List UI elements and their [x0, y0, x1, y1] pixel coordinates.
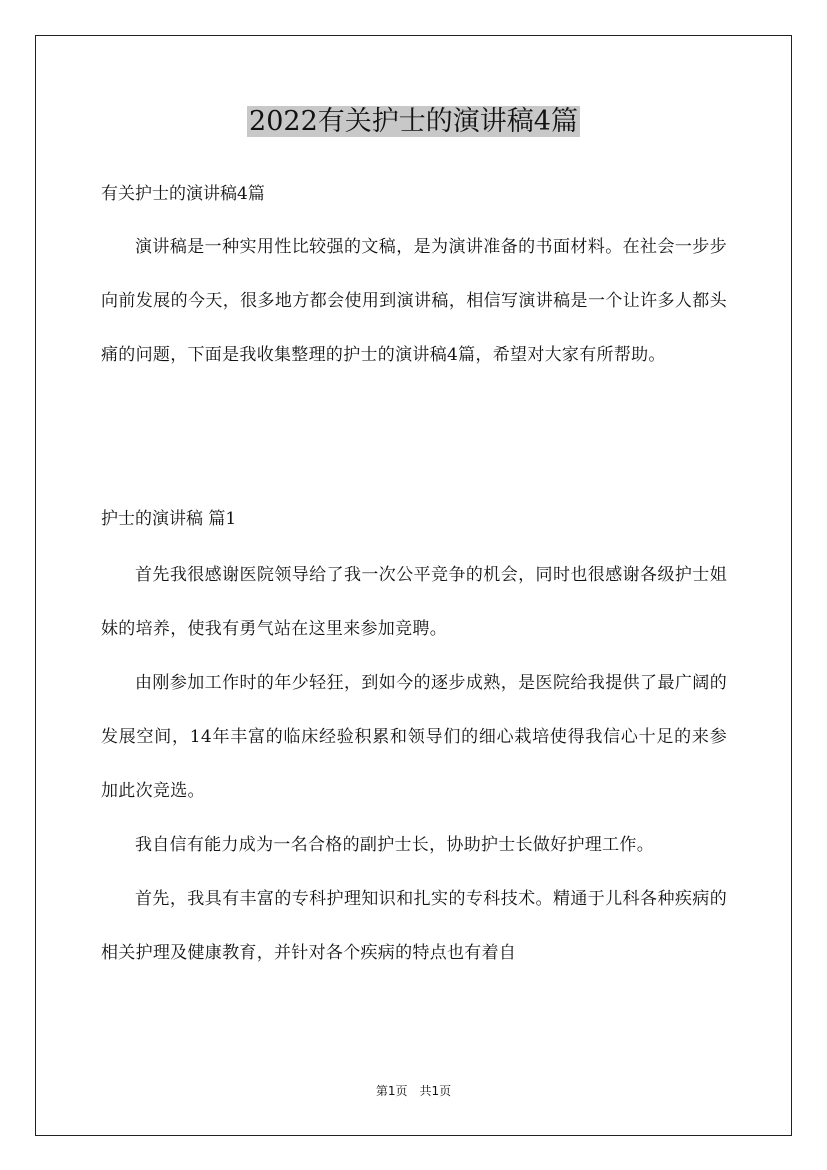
intro-paragraph: 演讲稿是一种实用性比较强的文稿，是为演讲准备的书面材料。在社会一步步向前发展的今天，很多地方都会使用到演讲稿，相信写演讲稿是一个让许多人都头痛的问题，下面是我收集整理的护士的演讲稿4篇，希望对大家有所帮助。 — [101, 237, 727, 365]
document-title — [0, 104, 827, 140]
body-paragraph-2: 由刚参加工作时的年少轻狂，到如今的逐步成熟，是医院给我提供了最广阔的发展空间，14年丰富的临床经验积累和领导们的细心栽培使得我信心十足的来参加此次竞选。 — [101, 673, 727, 801]
section-body — [101, 548, 727, 980]
body-paragraph-3: 我自信有能力成为一名合格的副护士长，协助护士长做好护理工作。 — [135, 835, 654, 855]
page-footer: 第1页 共1页 — [375, 1084, 452, 1098]
section-heading: 护士的演讲稿 篇1 — [101, 509, 237, 529]
body-paragraph-1: 首先我很感谢医院领导给了我一次公平竞争的机会，同时也很感谢各级护士姐妹的培养，使我有勇气站在这里来参加竞聘。 — [101, 565, 727, 639]
body-paragraph-4: 首先，我具有丰富的专科护理知识和扎实的专科技术。精通于儿科各种疾病的相关护理及健康教育，并针对各个疾病的特点也有着自 — [101, 889, 727, 963]
intro-section — [101, 220, 727, 382]
document-title-text: 2022有关护士的演讲稿4篇 — [249, 106, 578, 137]
document-subtitle: 有关护士的演讲稿4篇 — [101, 184, 265, 204]
